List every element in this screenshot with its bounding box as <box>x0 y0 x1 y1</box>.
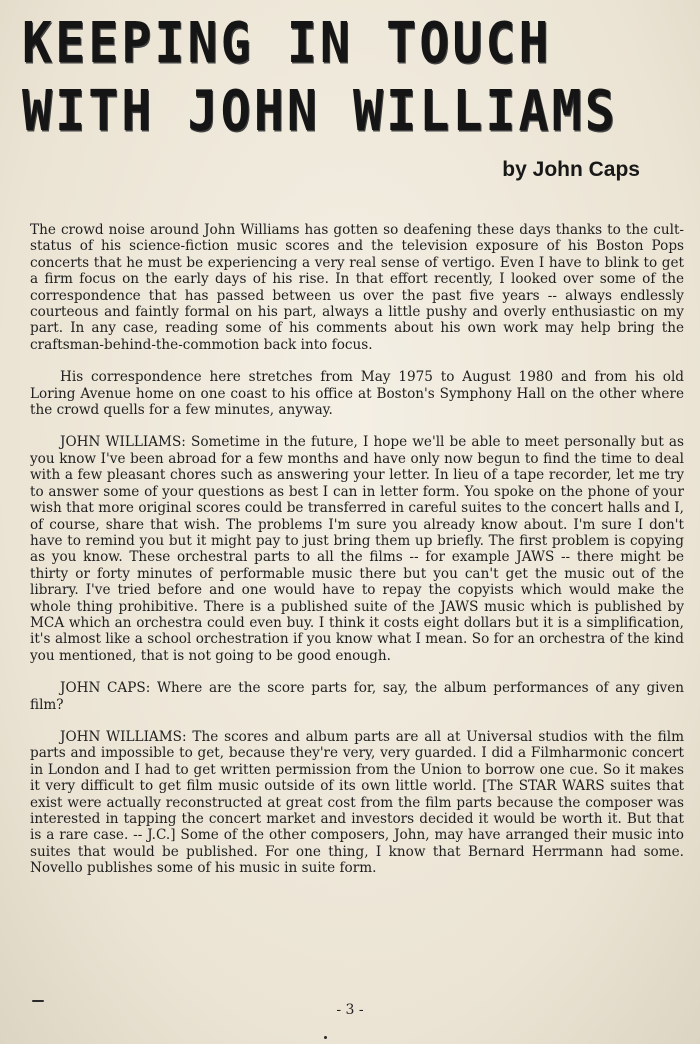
ink-speck <box>32 1000 44 1002</box>
paragraph-caps-question: JOHN CAPS: Where are the score parts for, say, the album performances of any given film? <box>30 680 684 713</box>
paragraph-williams-answer-1: JOHN WILLIAMS: Sometime in the future, I hope we'll be able to meet personally but as you know I've been abroad for a few months and have only now begun to find the time to deal with a few pleasant chores such as answering your letter. In lieu of a tape recorder, let me try to answer some of your questions as best I can in letter form. You spoke on the phone of your wish that more original scores could be transferred in careful suites to the concert halls and I, of course, share that wish. The problems I'm sure you already know about. I'm sure I don't have to remind you but it might pay to just bring them up briefly. The first problem is copying as you know. These orchestral parts to all the films -- for example JAWS -- there might be thirty or forty minutes of performable music there but you can't get the music out of the library. I've tried before and one would have to repay the copyists which would make the whole thing prohibitive. There is a published suite of the JAWS music which is published by MCA which an orchestra could even buy. I think it costs eight dollars but it is a simplification, it's almost like a school orchestration if you know what I mean. So for an orchestra of the kind you mentioned, that is not going to be good enough. <box>30 434 684 664</box>
byline: by John Caps <box>502 158 640 181</box>
paragraph-correspondence: His correspondence here stretches from May 1975 to August 1980 and from his old Loring Avenue home on one coast to his office at Boston's Symphony Hall on the other where the crowd quells for a few minutes, anyway. <box>30 369 684 419</box>
headline-line-1: KEEPING IN TOUCH <box>22 10 552 76</box>
paragraph-intro: The crowd noise around John Williams has gotten so deafening these days thanks to the cult-status of his science-fiction music scores and the television exposure of his Boston Pops concerts that he must be experiencing a very real sense of vertigo. Even I have to blink to get a firm focus on the early days of his rise. In that effort recently, I looked over some of the correspondence that has passed between us over the past five years -- always endlessly courteous and faintly formal on his part, always a little pushy and overly enthusiastic on my part. In any case, reading some of his comments about his own work may help bring the craftsman-behind-the-commotion back into focus. <box>30 222 684 353</box>
article-body <box>30 222 684 893</box>
headline-line-2: WITH JOHN WILLIAMS <box>22 78 618 144</box>
page-number: - 3 - <box>336 1002 364 1018</box>
paragraph-williams-answer-2: JOHN WILLIAMS: The scores and album parts are all at Universal studios with the film parts and impossible to get, because they're very, very guarded. I did a Filmharmonic concert in London and I had to get written permission from the Union to borrow one cue. So it makes it very difficult to get film music outside of its own little world. [The STAR WARS suites that exist were actually reconstructed at great cost from the film parts because the composer was interested in tapping the concert market and investors decided it would be worth it. But that is a rare case. -- J.C.] Some of the other composers, John, may have arranged their music into suites that would be published. For one thing, I know that Bernard Herrmann had some. Novello publishes some of his music in suite form. <box>30 728 684 877</box>
ink-speck <box>324 1036 327 1039</box>
